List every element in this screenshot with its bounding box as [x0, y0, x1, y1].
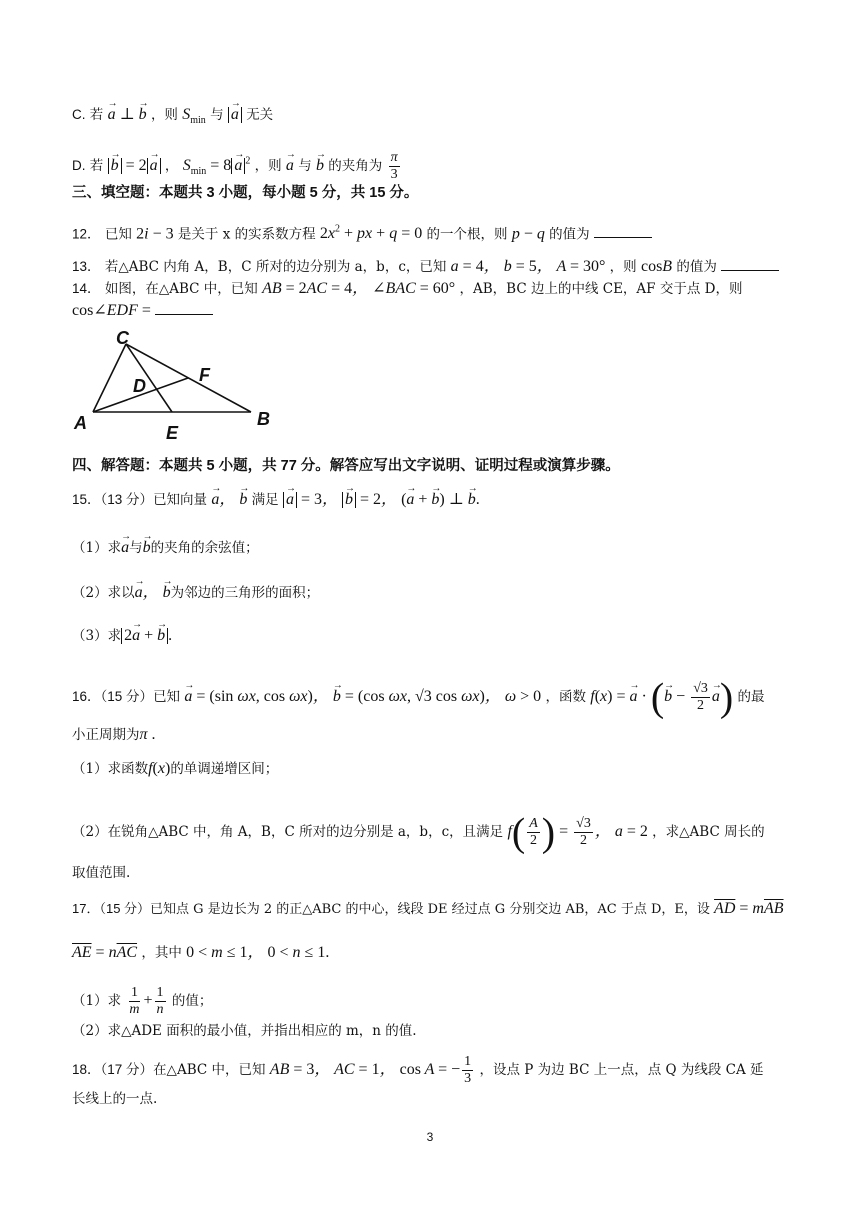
section-3-heading: 三、填空题：本题共 3 小题，每小题 5 分，共 15 分。: [72, 185, 419, 201]
question-14-cont: [72, 300, 794, 322]
math-ad-mab: $\overline{AD} = m\overline{AB}$: [714, 900, 784, 917]
q12-text: 的一个根，则: [426, 226, 508, 243]
option-d: [72, 150, 794, 183]
question-18: [72, 1054, 794, 1087]
question-16-part-2-cont: 取值范围.: [72, 865, 131, 881]
q13-text: 若△ABC 内角 A，B，C 所对的边分别为 a，b，c，已知: [104, 259, 447, 275]
math-given: a = 4， b = 5， A = 30°: [450, 258, 606, 275]
question-15: [72, 489, 794, 511]
math-smin-eq: $S_{min} = 8 \to a$ $^2$: [183, 157, 251, 174]
math-vec-a-b: → a， → b: [135, 584, 171, 601]
option-c-text: 与: [210, 107, 224, 123]
q15-sub-text: （2）求以: [72, 585, 135, 601]
option-c-label: C.: [72, 107, 86, 122]
math-vec-b: → b: [143, 539, 151, 556]
option-d-text: 与: [298, 158, 312, 174]
math-vectors: → a = (sin ωx, cos ωx)， → b = (cos ωx, √3 cos ωx)， ω > 0: [184, 688, 541, 705]
math-equation: $2x^2$ + px + q = 0: [319, 224, 423, 243]
question-16-cont: [72, 724, 794, 746]
question-17-part-2: （2）求△ADE 面积的最小值，并指出相应的 m，n 的值.: [72, 1023, 417, 1039]
q12-text: 的值为: [549, 226, 590, 243]
label-a: A: [74, 413, 87, 433]
question-score: （13 分）: [100, 492, 154, 507]
q17-text: ，其中: [141, 945, 182, 961]
math-given: AB = 3， AC = 1， cos A = − $\frac{1}{3}$: [269, 1054, 472, 1086]
q15-sub-text: （1）求: [72, 540, 122, 556]
q16-text: 小正周期为: [72, 727, 140, 743]
q18-text: 在△ABC 中，已知: [153, 1062, 266, 1079]
q12-text: 是关于 x 的实系数方程: [177, 226, 316, 243]
math-ab-2ac: AB = 2AC = 4， ∠BAC = 60°: [262, 280, 456, 297]
q16-sub-text: ，求△ABC 周长的: [652, 824, 765, 841]
page-number: 3: [426, 1130, 434, 1144]
math-cos-edf: cos∠EDF =: [72, 302, 151, 319]
question-15-part-2: [72, 582, 794, 604]
option-d-label: D.: [72, 158, 86, 173]
answer-blank: [594, 223, 652, 238]
question-number: 13．: [72, 259, 101, 274]
q17-sub-text: （1）求: [72, 993, 122, 1010]
question-16-part-2: [72, 809, 794, 855]
q16-text: 已知: [153, 689, 181, 706]
option-d-text: ，则: [254, 158, 282, 174]
math-cosb: cosB: [640, 258, 673, 275]
question-13: [72, 256, 794, 278]
question-number: 14．: [72, 281, 101, 296]
q13-text: 的值为: [676, 259, 717, 275]
question-score: （15 分）: [100, 689, 154, 705]
option-d-text: 的夹角为: [328, 158, 383, 174]
triangle-figure: [70, 330, 280, 448]
q16-sub-text: （2）在锐角△ABC 中，角 A，B，C 所对的边分别是 a，b，c，且满足: [72, 824, 504, 841]
question-15-part-3: [72, 625, 794, 647]
q15-sub-text: （3）求: [72, 628, 122, 644]
question-17-cont: [72, 942, 794, 964]
math-abs-a: → a: [228, 106, 242, 123]
math-abs-2a-b: 2→ a + → b .: [121, 627, 172, 644]
math-f-x: f(x): [148, 760, 171, 777]
q16-text: ，函数: [545, 689, 586, 706]
question-14: [72, 278, 794, 300]
option-c-text: 无关: [246, 107, 274, 123]
q14-text: 如图，在△ABC 中，已知: [104, 281, 258, 297]
math-pi-over-3: $\frac{\pi}{3}$: [390, 150, 398, 182]
label-e: E: [166, 423, 179, 443]
math-range: 0 < m ≤ 1， 0 < n ≤ 1.: [186, 944, 330, 961]
math-function: f(x) = → a · (→ b − $\frac{√3}{2}$ → a): [590, 688, 733, 705]
math-pi: π .: [139, 726, 156, 743]
q15-text: 已知向量: [153, 492, 208, 508]
math-2i-3: 2i − 3: [136, 225, 174, 243]
math-sum-recip: $\frac{1}{m}$ + $\frac{1}{n}$: [129, 985, 164, 1017]
question-16: [72, 674, 794, 720]
q15-text: 满足: [251, 492, 279, 508]
label-d: D: [133, 376, 146, 396]
q17-sub-text: 的值；: [171, 993, 213, 1010]
option-d-text: 若: [89, 158, 104, 174]
math-ae-nac: $\overline{AE} = n\overline{AC}$: [72, 944, 138, 961]
question-15-part-1: [72, 537, 794, 559]
q15-sub-text: 与: [129, 540, 143, 556]
label-f: F: [199, 365, 210, 385]
question-17-part-1: [72, 985, 794, 1018]
option-c-text: ，则: [150, 107, 178, 123]
question-17: [72, 898, 794, 921]
question-number: 17．: [72, 901, 100, 916]
question-number: 15．: [72, 492, 101, 507]
q12-text: 已知: [104, 226, 132, 243]
question-score: （15 分）: [99, 901, 151, 916]
option-c: [72, 104, 794, 132]
label-b: B: [257, 409, 270, 429]
q17-text: 已知点 G 是边长为 2 的正△ABC 的中心，线段 DE 经过点 G 分别交边 AB，AC 于点 D，E，设: [150, 902, 710, 917]
question-number: 16．: [72, 689, 101, 705]
answer-blank: [721, 256, 779, 271]
math-vec-b: → b: [316, 157, 324, 174]
q18-text: ，设点 P 为边 BC 上一点，点 Q 为线段 CA 延: [479, 1062, 764, 1079]
q15-sub-text: 的夹角的余弦值；: [150, 540, 259, 556]
math-vec-a: → a: [121, 539, 129, 556]
q14-text: ，AB，BC 边上的中线 CE，AF 交于点 D，则: [459, 281, 743, 297]
q16-sub-text: 的单调递增区间；: [170, 761, 279, 777]
math-p-minus-q: p − q: [511, 225, 545, 243]
math-b-eq-2a: → b = 2 → a: [108, 157, 161, 174]
question-number: 12．: [72, 226, 101, 242]
q16-text: 的最: [737, 689, 765, 706]
math-conditions: → a = 3， → b = 2， (→ a + → b) ⊥ → b.: [283, 491, 480, 508]
math-smin: $S_{min}$: [182, 106, 206, 127]
q13-text: ，则: [609, 259, 637, 275]
label-c: C: [116, 330, 129, 348]
math-vec-a: → a: [286, 157, 294, 174]
q16-sub-text: （1）求函数: [72, 761, 149, 777]
question-score: （17 分）: [100, 1062, 154, 1078]
q15-sub-text: 为邻边的三角形的面积；: [170, 585, 320, 601]
question-18-cont: 长线上的一点.: [72, 1091, 158, 1107]
math-vec-a-b: → a， → b: [211, 491, 247, 508]
question-number: 18．: [72, 1062, 101, 1078]
question-16-part-1: [72, 758, 794, 780]
answer-blank: [155, 300, 213, 315]
option-c-text: 若: [89, 107, 104, 123]
section-4-heading: 四、解答题：本题共 5 小题，共 77 分。解答应写出文字说明、证明过程或演算步骤。: [72, 458, 620, 474]
math-a-perp-b: → a ⊥ → b: [108, 106, 147, 123]
math-condition: f( $\frac{A}{2}$ ) = $\frac{√3}{2}$ ， a = 2: [507, 809, 648, 855]
option-d-text: ，: [164, 158, 179, 174]
question-12: [72, 219, 794, 245]
